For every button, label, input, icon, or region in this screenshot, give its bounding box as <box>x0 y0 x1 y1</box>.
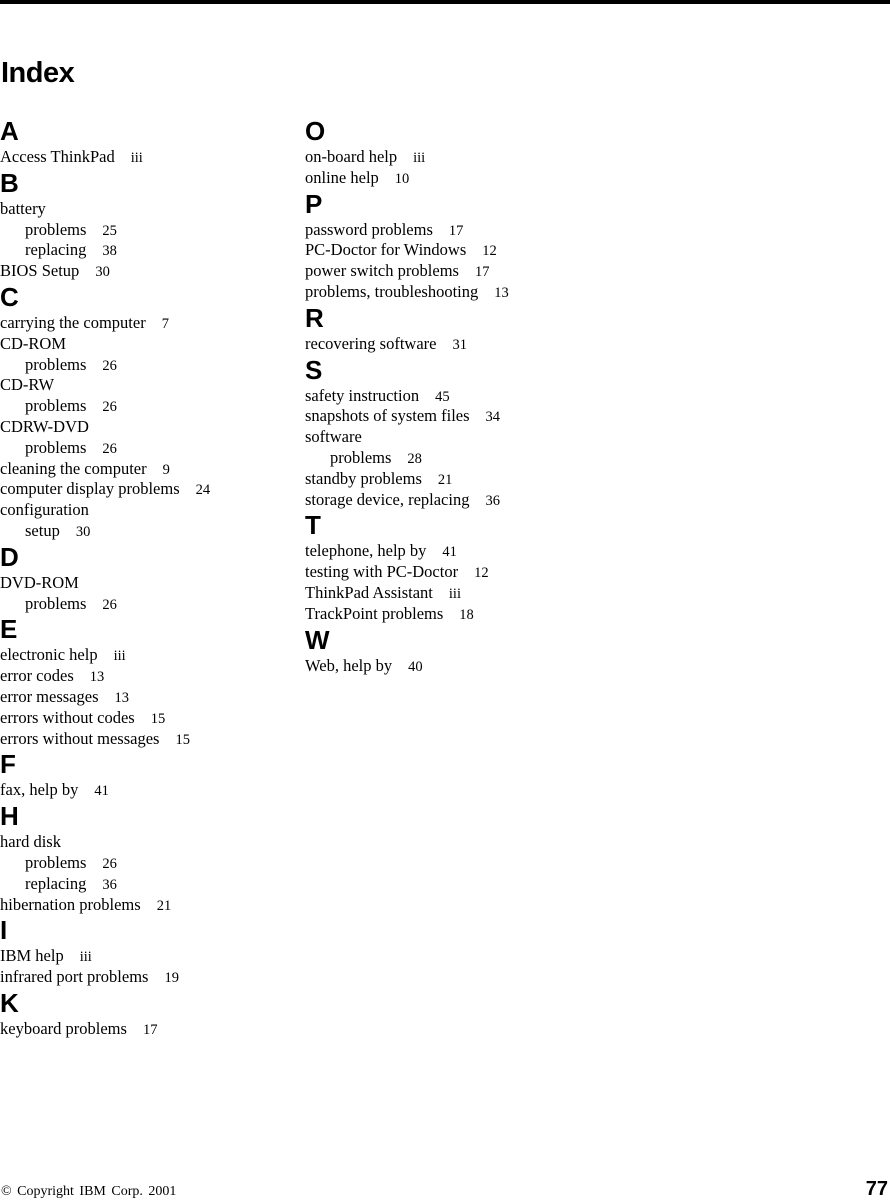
index-section-e <box>0 614 290 749</box>
entry-page-ref: 21 <box>437 471 453 488</box>
entry-page-ref: 26 <box>102 855 117 872</box>
entry-page-ref: 41 <box>94 783 109 800</box>
index-subentry <box>0 220 290 241</box>
index-entry <box>0 459 290 480</box>
entry-page-ref: 21 <box>156 897 172 914</box>
entry-term: TrackPoint problems <box>305 603 444 623</box>
page-number: 77 <box>865 1178 888 1200</box>
entry-term: CDRW-DVD <box>0 416 89 436</box>
index-entry <box>305 220 705 241</box>
entry-term: computer display problems <box>0 479 180 499</box>
section-letter: F <box>0 749 16 780</box>
index-entry <box>0 687 290 708</box>
section-letter: I <box>0 915 8 946</box>
index-entry <box>0 832 290 853</box>
section-letter: S <box>305 354 323 385</box>
page-title: Index <box>1 57 75 89</box>
section-letter: E <box>0 614 18 645</box>
section-letter: R <box>305 302 324 333</box>
index-entry <box>305 562 705 583</box>
entry-term: setup <box>25 520 60 540</box>
entry-page-ref: 30 <box>75 523 91 540</box>
index-section-i <box>0 915 290 988</box>
entry-term: carrying the computer <box>0 312 146 332</box>
entry-page-ref: 24 <box>195 482 211 499</box>
index-entry <box>0 895 290 916</box>
index-subentry <box>0 240 290 261</box>
index-entry <box>0 946 290 967</box>
section-letter: A <box>0 116 19 146</box>
entry-term: password problems <box>305 219 433 239</box>
entry-term: problems <box>25 437 87 457</box>
index-section-k <box>0 988 290 1040</box>
entry-page-ref: 9 <box>162 461 170 478</box>
entry-term: replacing <box>25 240 87 260</box>
entry-page-ref: 30 <box>95 264 110 281</box>
entry-page-ref: 38 <box>102 243 117 260</box>
entry-term: electronic help <box>0 645 98 665</box>
index-subentry <box>0 521 290 542</box>
section-letter: H <box>0 801 19 832</box>
index-section-w <box>305 625 705 677</box>
index-entry <box>305 168 705 189</box>
index-entry <box>0 147 290 168</box>
index-entry <box>0 967 290 988</box>
index-entry <box>305 604 705 625</box>
entry-term: online help <box>305 167 379 187</box>
entry-term: problems <box>25 852 87 872</box>
entry-page-ref: 41 <box>442 544 457 561</box>
entry-term: problems, troubleshooting <box>305 281 479 301</box>
index-entry <box>0 261 290 282</box>
index-entry <box>0 1019 290 1040</box>
index-section-h <box>0 801 290 915</box>
entry-term: PC-Doctor for Windows <box>305 240 467 260</box>
index-section-c <box>0 282 290 542</box>
index-entry <box>305 490 705 511</box>
entry-page-ref: iii <box>79 949 92 966</box>
entry-page-ref: 26 <box>102 357 117 374</box>
index-entry <box>0 780 290 801</box>
entry-term: power switch problems <box>305 261 459 281</box>
entry-term: fax, help by <box>0 780 79 800</box>
entry-page-ref: iii <box>413 150 426 166</box>
entry-term: software <box>305 427 362 447</box>
index-section-s <box>305 355 705 511</box>
entry-term: standby problems <box>305 468 422 488</box>
index-subentry <box>0 874 290 895</box>
index-entry <box>0 417 290 438</box>
entry-term: CD-RW <box>0 375 55 395</box>
entry-term: keyboard problems <box>0 1018 127 1038</box>
index-entry <box>0 375 290 396</box>
index-entry <box>305 427 705 448</box>
entry-term: testing with PC-Doctor <box>305 562 459 582</box>
entry-page-ref: 45 <box>435 388 450 405</box>
entry-page-ref: 10 <box>394 170 410 187</box>
section-letter: O <box>305 116 326 146</box>
section-letter: W <box>305 624 330 655</box>
index-entry <box>0 708 290 729</box>
index-entry <box>305 240 705 261</box>
entry-term: ThinkPad Assistant <box>305 582 433 602</box>
index-entry <box>305 147 705 168</box>
index-entry <box>0 573 290 594</box>
index-entry <box>0 199 290 220</box>
entry-page-ref: 17 <box>448 222 464 239</box>
index-subentry <box>0 594 290 615</box>
index-section-p <box>305 189 705 303</box>
entry-term: cleaning the computer <box>0 458 147 478</box>
entry-page-ref: 13 <box>114 689 130 706</box>
entry-page-ref: 15 <box>150 710 166 727</box>
entry-page-ref: 26 <box>102 596 117 613</box>
entry-term: snapshots of system files <box>305 406 470 426</box>
index-entry <box>305 261 705 282</box>
index-entry <box>0 645 290 666</box>
entry-term: safety instruction <box>305 385 420 405</box>
entry-term: error codes <box>0 666 74 686</box>
entry-page-ref: 28 <box>407 450 422 467</box>
entry-page-ref: 36 <box>485 492 500 509</box>
entry-page-ref: 17 <box>142 1021 158 1038</box>
index-entry <box>0 334 290 355</box>
index-section-a <box>0 116 290 168</box>
index-subentry <box>0 438 290 459</box>
index-entry <box>0 666 290 687</box>
entry-term: Web, help by <box>305 655 393 675</box>
index-section-t <box>305 510 705 624</box>
entry-term: telephone, help by <box>305 541 427 561</box>
entry-term: replacing <box>25 873 87 893</box>
section-letter: D <box>0 541 19 572</box>
entry-page-ref: iii <box>130 150 143 166</box>
entry-term: hard disk <box>0 832 61 852</box>
entry-page-ref: 25 <box>102 222 117 239</box>
index-column-left <box>0 116 290 1040</box>
entry-term: problems <box>330 447 392 467</box>
index-column-right <box>305 116 705 676</box>
entry-term: problems <box>25 593 87 613</box>
index-entry <box>0 313 290 334</box>
entry-term: problems <box>25 219 87 239</box>
index-entry <box>0 500 290 521</box>
entry-page-ref: 18 <box>459 606 474 623</box>
index-subentry <box>305 448 705 469</box>
entry-page-ref: 34 <box>485 409 501 426</box>
entry-term: configuration <box>0 500 89 520</box>
index-entry <box>0 729 290 750</box>
entry-page-ref: 12 <box>474 565 489 582</box>
entry-term: errors without codes <box>0 707 135 727</box>
entry-term: errors without messages <box>0 728 160 748</box>
entry-term: DVD-ROM <box>0 572 79 592</box>
entry-page-ref: 36 <box>102 876 117 893</box>
entry-term: hibernation problems <box>0 894 141 914</box>
section-letter: T <box>305 510 321 541</box>
index-entry <box>0 479 290 500</box>
entry-page-ref: 13 <box>494 284 509 301</box>
entry-page-ref: 26 <box>102 440 117 457</box>
index-entry <box>305 583 705 604</box>
entry-term: error messages <box>0 686 99 706</box>
index-section-f <box>0 749 290 801</box>
copyright-notice: © Copyright IBM Corp. 2001 <box>1 1184 177 1199</box>
entry-term: CD-ROM <box>0 333 67 353</box>
entry-term: recovering software <box>305 333 437 353</box>
entry-term: problems <box>25 396 87 416</box>
index-entry <box>305 334 705 355</box>
index-entry <box>305 386 705 407</box>
index-entry <box>305 406 705 427</box>
index-entry <box>305 469 705 490</box>
entry-page-ref: 13 <box>89 669 105 686</box>
entry-term: on-board help <box>305 147 398 166</box>
entry-term: IBM help <box>0 946 64 966</box>
entry-page-ref: iii <box>113 648 126 665</box>
index-subentry <box>0 396 290 417</box>
index-entry <box>305 282 705 303</box>
entry-term: Access ThinkPad <box>0 147 115 166</box>
entry-term: BIOS Setup <box>0 261 80 281</box>
index-subentry <box>0 853 290 874</box>
entry-page-ref: 17 <box>474 264 490 281</box>
top-rule <box>0 0 890 4</box>
index-section-r <box>305 303 705 355</box>
entry-page-ref: 19 <box>164 970 179 987</box>
entry-page-ref: 7 <box>161 315 169 332</box>
index-section-b <box>0 168 290 282</box>
entry-term: infrared port problems <box>0 967 149 987</box>
section-letter: K <box>0 987 19 1018</box>
entry-term: battery <box>0 198 46 218</box>
entry-page-ref: 15 <box>175 731 190 748</box>
index-subentry <box>0 355 290 376</box>
section-letter: C <box>0 281 19 312</box>
entry-page-ref: 12 <box>482 243 497 260</box>
index-section-d <box>0 542 290 615</box>
entry-page-ref: 31 <box>452 336 467 353</box>
entry-page-ref: 26 <box>102 399 117 416</box>
entry-term: problems <box>25 354 87 374</box>
section-letter: P <box>305 188 323 219</box>
entry-page-ref: 40 <box>408 658 423 675</box>
entry-page-ref: iii <box>448 585 461 602</box>
index-section-o <box>305 116 705 189</box>
section-letter: B <box>0 167 19 198</box>
index-entry <box>305 541 705 562</box>
entry-term: storage device, replacing <box>305 489 470 509</box>
index-entry <box>305 656 705 677</box>
